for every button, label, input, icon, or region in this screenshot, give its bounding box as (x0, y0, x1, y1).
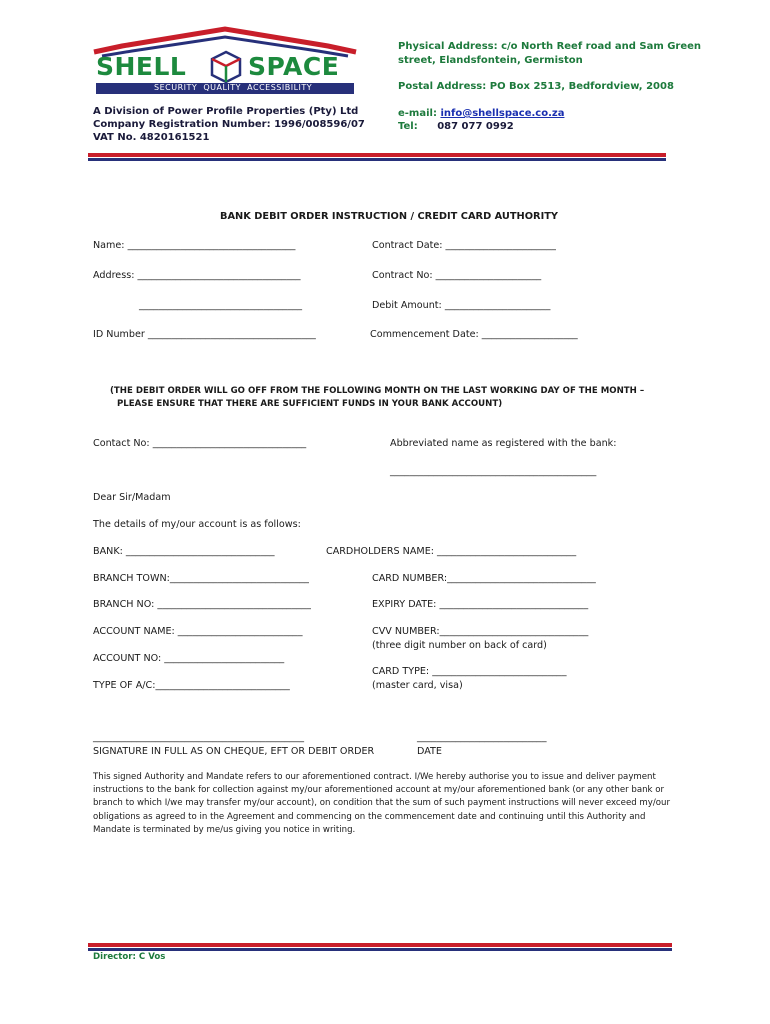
email-row (398, 108, 564, 119)
physical-address-line1: Physical Address: c/o North Reef road and Sam Green (398, 41, 702, 52)
physical-address-line2: street, Elandsfontein, Germiston (398, 55, 583, 66)
address-line2-field[interactable]: __________________________________ (139, 300, 303, 311)
branch-no-field[interactable]: BRANCH NO: ________________________________ (93, 599, 311, 610)
logo-tagline: SECURITY QUALITY ACCESSIBILITY (154, 83, 313, 92)
cardholders-name-field[interactable]: CARDHOLDERS NAME: _____________________________ (326, 546, 577, 557)
commencement-date-field[interactable]: Commencement Date: ____________________ (370, 329, 578, 340)
company-logo (92, 26, 358, 104)
form-title: BANK DEBIT ORDER INSTRUCTION / CREDIT CARD AUTHORITY (220, 211, 559, 222)
authority-paragraph: This signed Authority and Mandate refers to our aforementioned contract. I/We hereby authorise you to issue and deliver payment instructions to the bank for collection against my/our aforementioned account at my/our aforementioned bank (or any other bank or branch to which I/we may transfer my/our account), on condition that the sum of such payment instructions will never exceed my/our obligations as agreed to in the Agreement and commencing on the commencement date and continuing until this Authority and Mandate is terminated by me/us giving you notice in writing. (93, 772, 671, 835)
tel-row (398, 121, 514, 132)
director-name: Director: C Vos (93, 952, 166, 962)
abbreviated-name-label: Abbreviated name as registered with the bank: (390, 438, 617, 449)
header-divider-red (88, 153, 666, 157)
cvv-hint: (three digit number on back of card) (372, 640, 547, 651)
email-label: e-mail: (398, 108, 441, 119)
company-registration: Company Registration Number: 1996/008596/07 (93, 119, 365, 130)
footer-divider-blue (88, 948, 672, 951)
salutation: Dear Sir/Madam (93, 492, 171, 503)
abbreviated-name-field[interactable]: ___________________________________________ (390, 466, 597, 477)
branch-town-field[interactable]: BRANCH TOWN:_____________________________ (93, 573, 309, 584)
id-number-field[interactable]: ID Number ___________________________________ (93, 329, 316, 340)
tel-number: 087 077 0992 (437, 121, 514, 132)
contact-no-field[interactable]: Contact No: ________________________________ (93, 438, 307, 449)
debit-amount-field[interactable]: Debit Amount: ______________________ (372, 300, 551, 311)
logo-word-left: SHELL (96, 52, 187, 81)
details-intro: The details of my/our account is as follows: (93, 519, 301, 530)
postal-address: Postal Address: PO Box 2513, Bedfordview, 2008 (398, 81, 674, 92)
type-of-account-field[interactable]: TYPE OF A/C:____________________________ (93, 680, 290, 691)
expiry-date-field[interactable]: EXPIRY DATE: _______________________________ (372, 599, 589, 610)
date-field[interactable]: ___________________________ (417, 732, 547, 743)
signature-label: SIGNATURE IN FULL AS ON CHEQUE, EFT OR DEBIT ORDER (93, 746, 375, 757)
logo-word-right: SPACE (248, 52, 340, 81)
tel-label: Tel: (398, 121, 418, 132)
company-division: A Division of Power Profile Properties (Pty) Ltd (93, 106, 359, 117)
name-field[interactable]: Name: ___________________________________ (93, 240, 296, 251)
contract-no-field[interactable]: Contract No: ______________________ (372, 270, 542, 281)
card-type-hint: (master card, visa) (372, 680, 463, 691)
debit-notice-line2: PLEASE ENSURE THAT THERE ARE SUFFICIENT FUNDS IN YOUR BANK ACCOUNT) (117, 399, 503, 409)
bank-field[interactable]: BANK: _______________________________ (93, 546, 275, 557)
cube-icon (209, 50, 243, 84)
account-name-field[interactable]: ACCOUNT NAME: __________________________ (93, 626, 303, 637)
date-label: DATE (417, 746, 442, 757)
account-no-field[interactable]: ACCOUNT NO: _________________________ (93, 653, 285, 664)
address-field[interactable]: Address: __________________________________ (93, 270, 301, 281)
footer-divider-red (88, 943, 672, 947)
card-type-field[interactable]: CARD TYPE: ____________________________ (372, 666, 567, 677)
company-vat: VAT No. 4820161521 (93, 132, 210, 143)
cvv-number-field[interactable]: CVV NUMBER:_______________________________ (372, 626, 589, 637)
debit-notice-line1: (THE DEBIT ORDER WILL GO OFF FROM THE FOLLOWING MONTH ON THE LAST WORKING DAY OF THE MONTH – (110, 386, 645, 396)
card-number-field[interactable]: CARD NUMBER:_______________________________ (372, 573, 596, 584)
logo-tagline-bar (96, 83, 354, 94)
contract-date-field[interactable]: Contract Date: _______________________ (372, 240, 556, 251)
email-link[interactable]: info@shellspace.co.za (440, 108, 565, 119)
header-divider-blue (88, 158, 666, 161)
signature-field[interactable]: ____________________________________________ (93, 732, 305, 743)
